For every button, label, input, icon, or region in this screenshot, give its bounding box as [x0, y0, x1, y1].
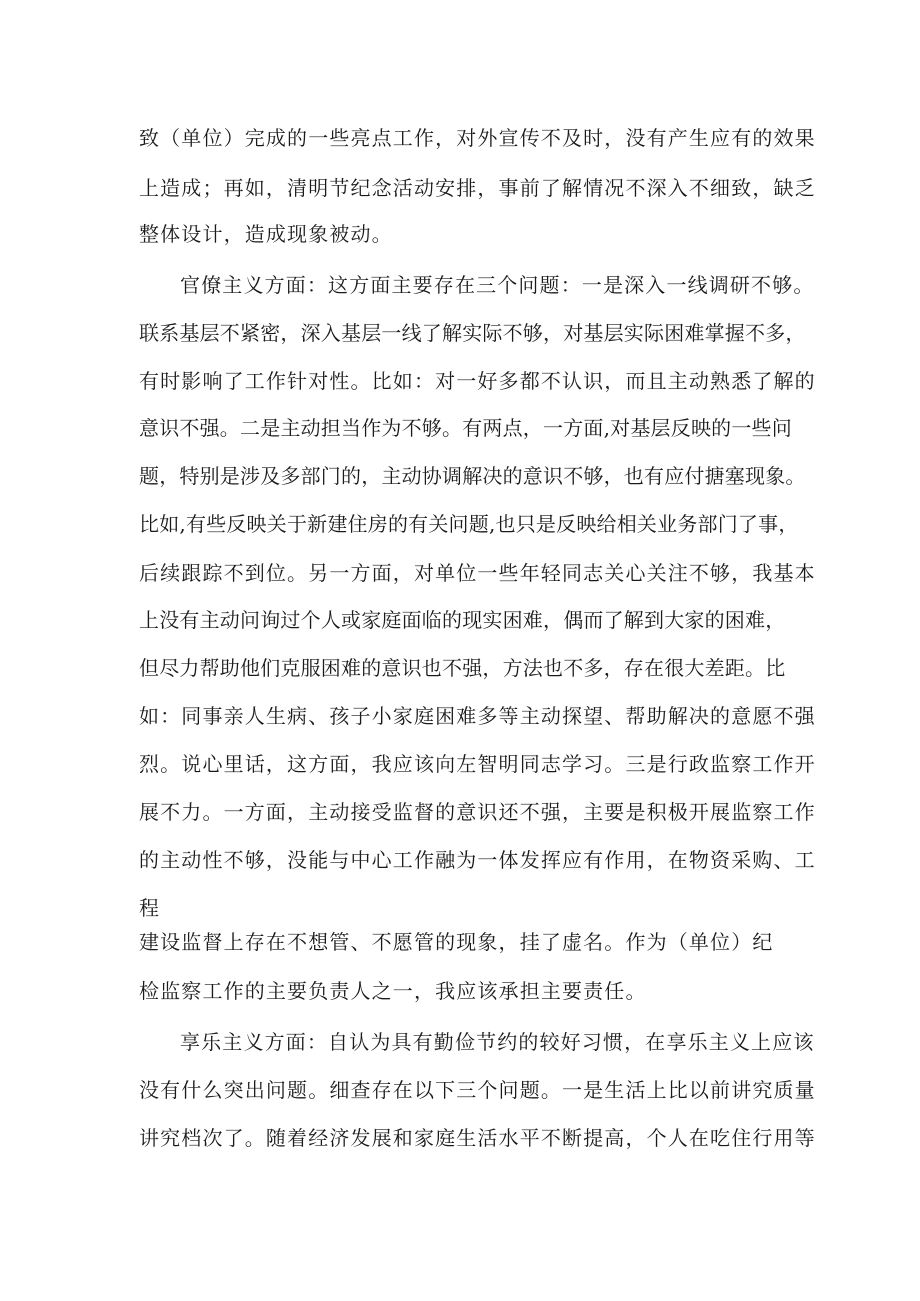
body-text-line: 展不力。一方面，主动接受监督的意识还不强，主要是积极开展监察工作 [139, 800, 816, 824]
paragraph-heading-line: 享乐主义方面：自认为具有勤俭节约的较好习惯，在享乐主义上应该 [180, 1030, 815, 1054]
body-text-line: 题，特别是涉及多部门的，主动协调解决的意识不够，也有应付搪塞现象。 [139, 464, 806, 488]
body-text-line: 整体设计，造成现象被动。 [139, 222, 393, 246]
body-text-line: 有时影响了工作针对性。比如：对一好多都不认识，而且主动熟悉了解的 [139, 369, 816, 393]
body-text-line: 建设监督上存在不想管、不愿管的现象，挂了虚名。作为（单位）纪 [139, 930, 774, 954]
body-text-line: 的主动性不够，没能与中心工作融为一体发挥应有作用，在物资采购、工 [139, 848, 816, 872]
body-text-line: 没有什么突出问题。细查存在以下三个问题。一是生活上比以前讲究质量 [139, 1078, 816, 1102]
body-text-line: 后续跟踪不到位。另一方面，对单位一些年轻同志关心关注不够，我基本 [139, 561, 816, 585]
body-text-line: 上没有主动问询过个人或家庭面临的现实困难，偶而了解到大家的困难， [139, 608, 786, 632]
body-text-line: 但尽力帮助他们克服困难的意识也不强，方法也不多，存在很大差距。比 [139, 656, 786, 680]
body-text-line: 如：同事亲人生病、孩子小家庭困难多等主动探望、帮助解决的意愿不强 [139, 704, 816, 728]
body-text-line: 检监察工作的主要负责人之一，我应该承担主要责任。 [139, 979, 647, 1003]
body-text-line: 联系基层不紧密，深入基层一线了解实际不够，对基层实际困难掌握不多， [139, 321, 806, 345]
body-text-line: 烈。说心里话，这方面，我应该向左智明同志学习。三是行政监察工作开 [139, 752, 816, 776]
body-text-line: 讲究档次了。随着经济发展和家庭生活水平不断提高，个人在吃住行用等 [139, 1126, 816, 1150]
body-text-line: 程 [139, 896, 161, 920]
paragraph-heading-line: 官僚主义方面：这方面主要存在三个问题：一是深入一线调研不够。 [180, 273, 815, 297]
body-text-line: 致（单位）完成的一些亮点工作，对外宣传不及时，没有产生应有的效果 [139, 126, 816, 150]
body-text-line: 意识不强。二是主动担当作为不够。有两点，一方面,对基层反映的一些问 [139, 416, 792, 440]
body-text-line: 比如,有些反映关于新建住房的有关问题,也只是反映给相关业务部门了事， [139, 512, 799, 536]
body-text-line: 上造成；再如，清明节纪念活动安排，事前了解情况不深入不细致，缺乏 [139, 176, 816, 200]
